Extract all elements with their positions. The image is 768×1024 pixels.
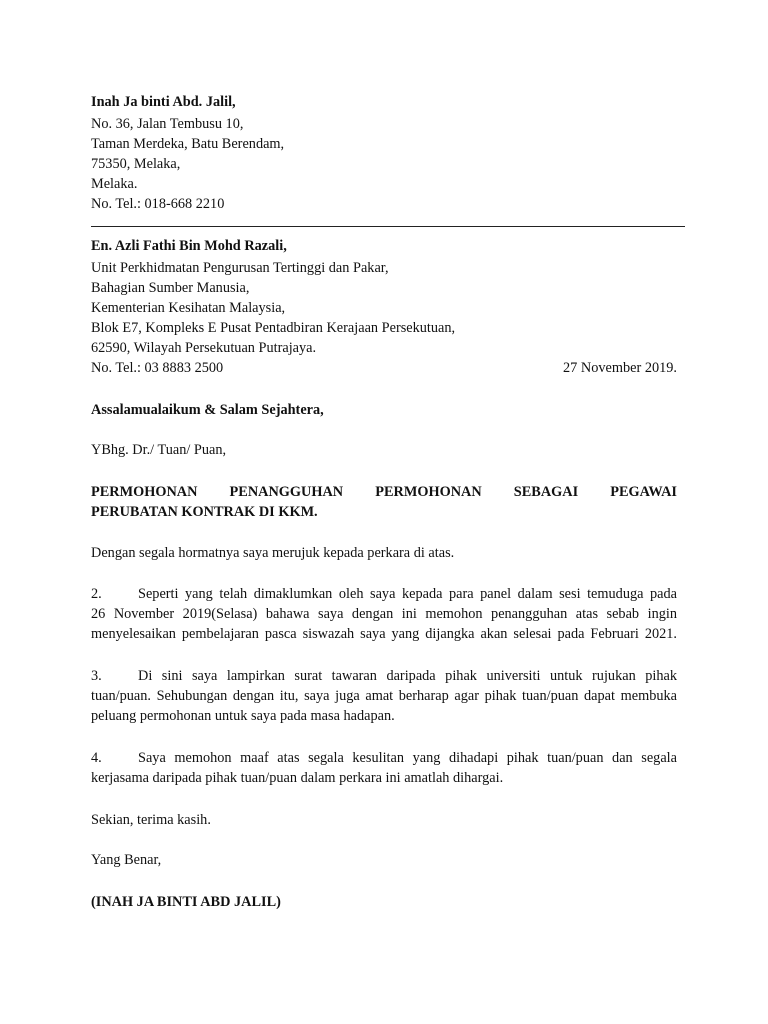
subject-word: PENANGGUHAN	[229, 484, 344, 500]
paragraph-3-line: peluang permohonan untuk saya pada masa hadapan.	[91, 708, 395, 724]
paragraph-2-line: menyelesaikan pembelajaran pasca siswazah saya yang dijangka akan selesai pada Februari 2021.	[91, 626, 677, 642]
paragraph-number: 3.	[91, 668, 102, 684]
letter-date: 27 November 2019.	[563, 360, 677, 376]
paragraph-4-line: kerjasama daripada pihak tuan/puan dalam perkara ini amatlah dihargai.	[91, 770, 504, 786]
sign-off: Yang Benar,	[91, 852, 162, 868]
paragraph-3-line: tuan/puan. Sehubungan dengan itu, saya juga amat berharap agar pihak tuan/puan dapat membuka	[91, 688, 677, 704]
subject-word: SEBAGAI	[513, 484, 579, 500]
paragraph-2-line: 2. Seperti yang telah dimaklumkan oleh saya kepada para panel dalam sesi temuduga pada	[91, 586, 677, 602]
paragraph-number: 4.	[91, 750, 102, 766]
recipient-name: En. Azli Fathi Bin Mohd Razali,	[91, 238, 287, 254]
paragraph-4-line: 4. Saya memohon maaf atas segala kesulitan yang dihadapi pihak tuan/puan dan segala	[91, 750, 677, 766]
paragraph-number: 2.	[91, 586, 102, 602]
sender-address-line: 75350, Melaka,	[91, 156, 181, 172]
salutation: YBhg. Dr./ Tuan/ Puan,	[91, 442, 227, 458]
subject-word: PERMOHONAN	[375, 484, 482, 500]
recipient-address-line: Blok E7, Kompleks E Pusat Pentadbiran Kerajaan Persekutuan,	[91, 320, 456, 336]
paragraph-3-line: 3. Di sini saya lampirkan surat tawaran daripada pihak universiti untuk rujukan pihak	[91, 668, 677, 684]
sender-phone: No. Tel.: 018-668 2210	[91, 196, 225, 212]
subject-line-2: PERUBATAN KONTRAK DI KKM.	[91, 504, 318, 520]
recipient-address-line: 62590, Wilayah Persekutuan Putrajaya.	[91, 340, 317, 356]
signature-name: (INAH JA BINTI ABD JALIL)	[91, 894, 281, 910]
sender-address-line: Melaka.	[91, 176, 138, 192]
closing: Sekian, terima kasih.	[91, 812, 211, 828]
greeting: Assalamualaikum & Salam Sejahtera,	[91, 402, 324, 418]
divider-line	[91, 226, 685, 227]
recipient-address-line: Bahagian Sumber Manusia,	[91, 280, 250, 296]
subject-line-1	[91, 482, 677, 502]
recipient-address-line: Unit Perkhidmatan Pengurusan Tertinggi dan Pakar,	[91, 260, 389, 276]
subject-word: PEGAWAI	[610, 484, 677, 500]
recipient-phone: No. Tel.: 03 8883 2500	[91, 360, 224, 376]
recipient-address-line: Kementerian Kesihatan Malaysia,	[91, 300, 286, 316]
sender-name: Inah Ja binti Abd. Jalil,	[91, 94, 236, 110]
sender-address-line: Taman Merdeka, Batu Berendam,	[91, 136, 285, 152]
paragraph-2-line: 26 November 2019(Selasa) bahawa saya dengan ini memohon penangguhan atas sebab ingin	[91, 606, 677, 622]
sender-address-line: No. 36, Jalan Tembusu 10,	[91, 116, 244, 132]
subject-word: PERMOHONAN	[91, 484, 198, 500]
paragraph-1: Dengan segala hormatnya saya merujuk kepada perkara di atas.	[91, 545, 455, 561]
